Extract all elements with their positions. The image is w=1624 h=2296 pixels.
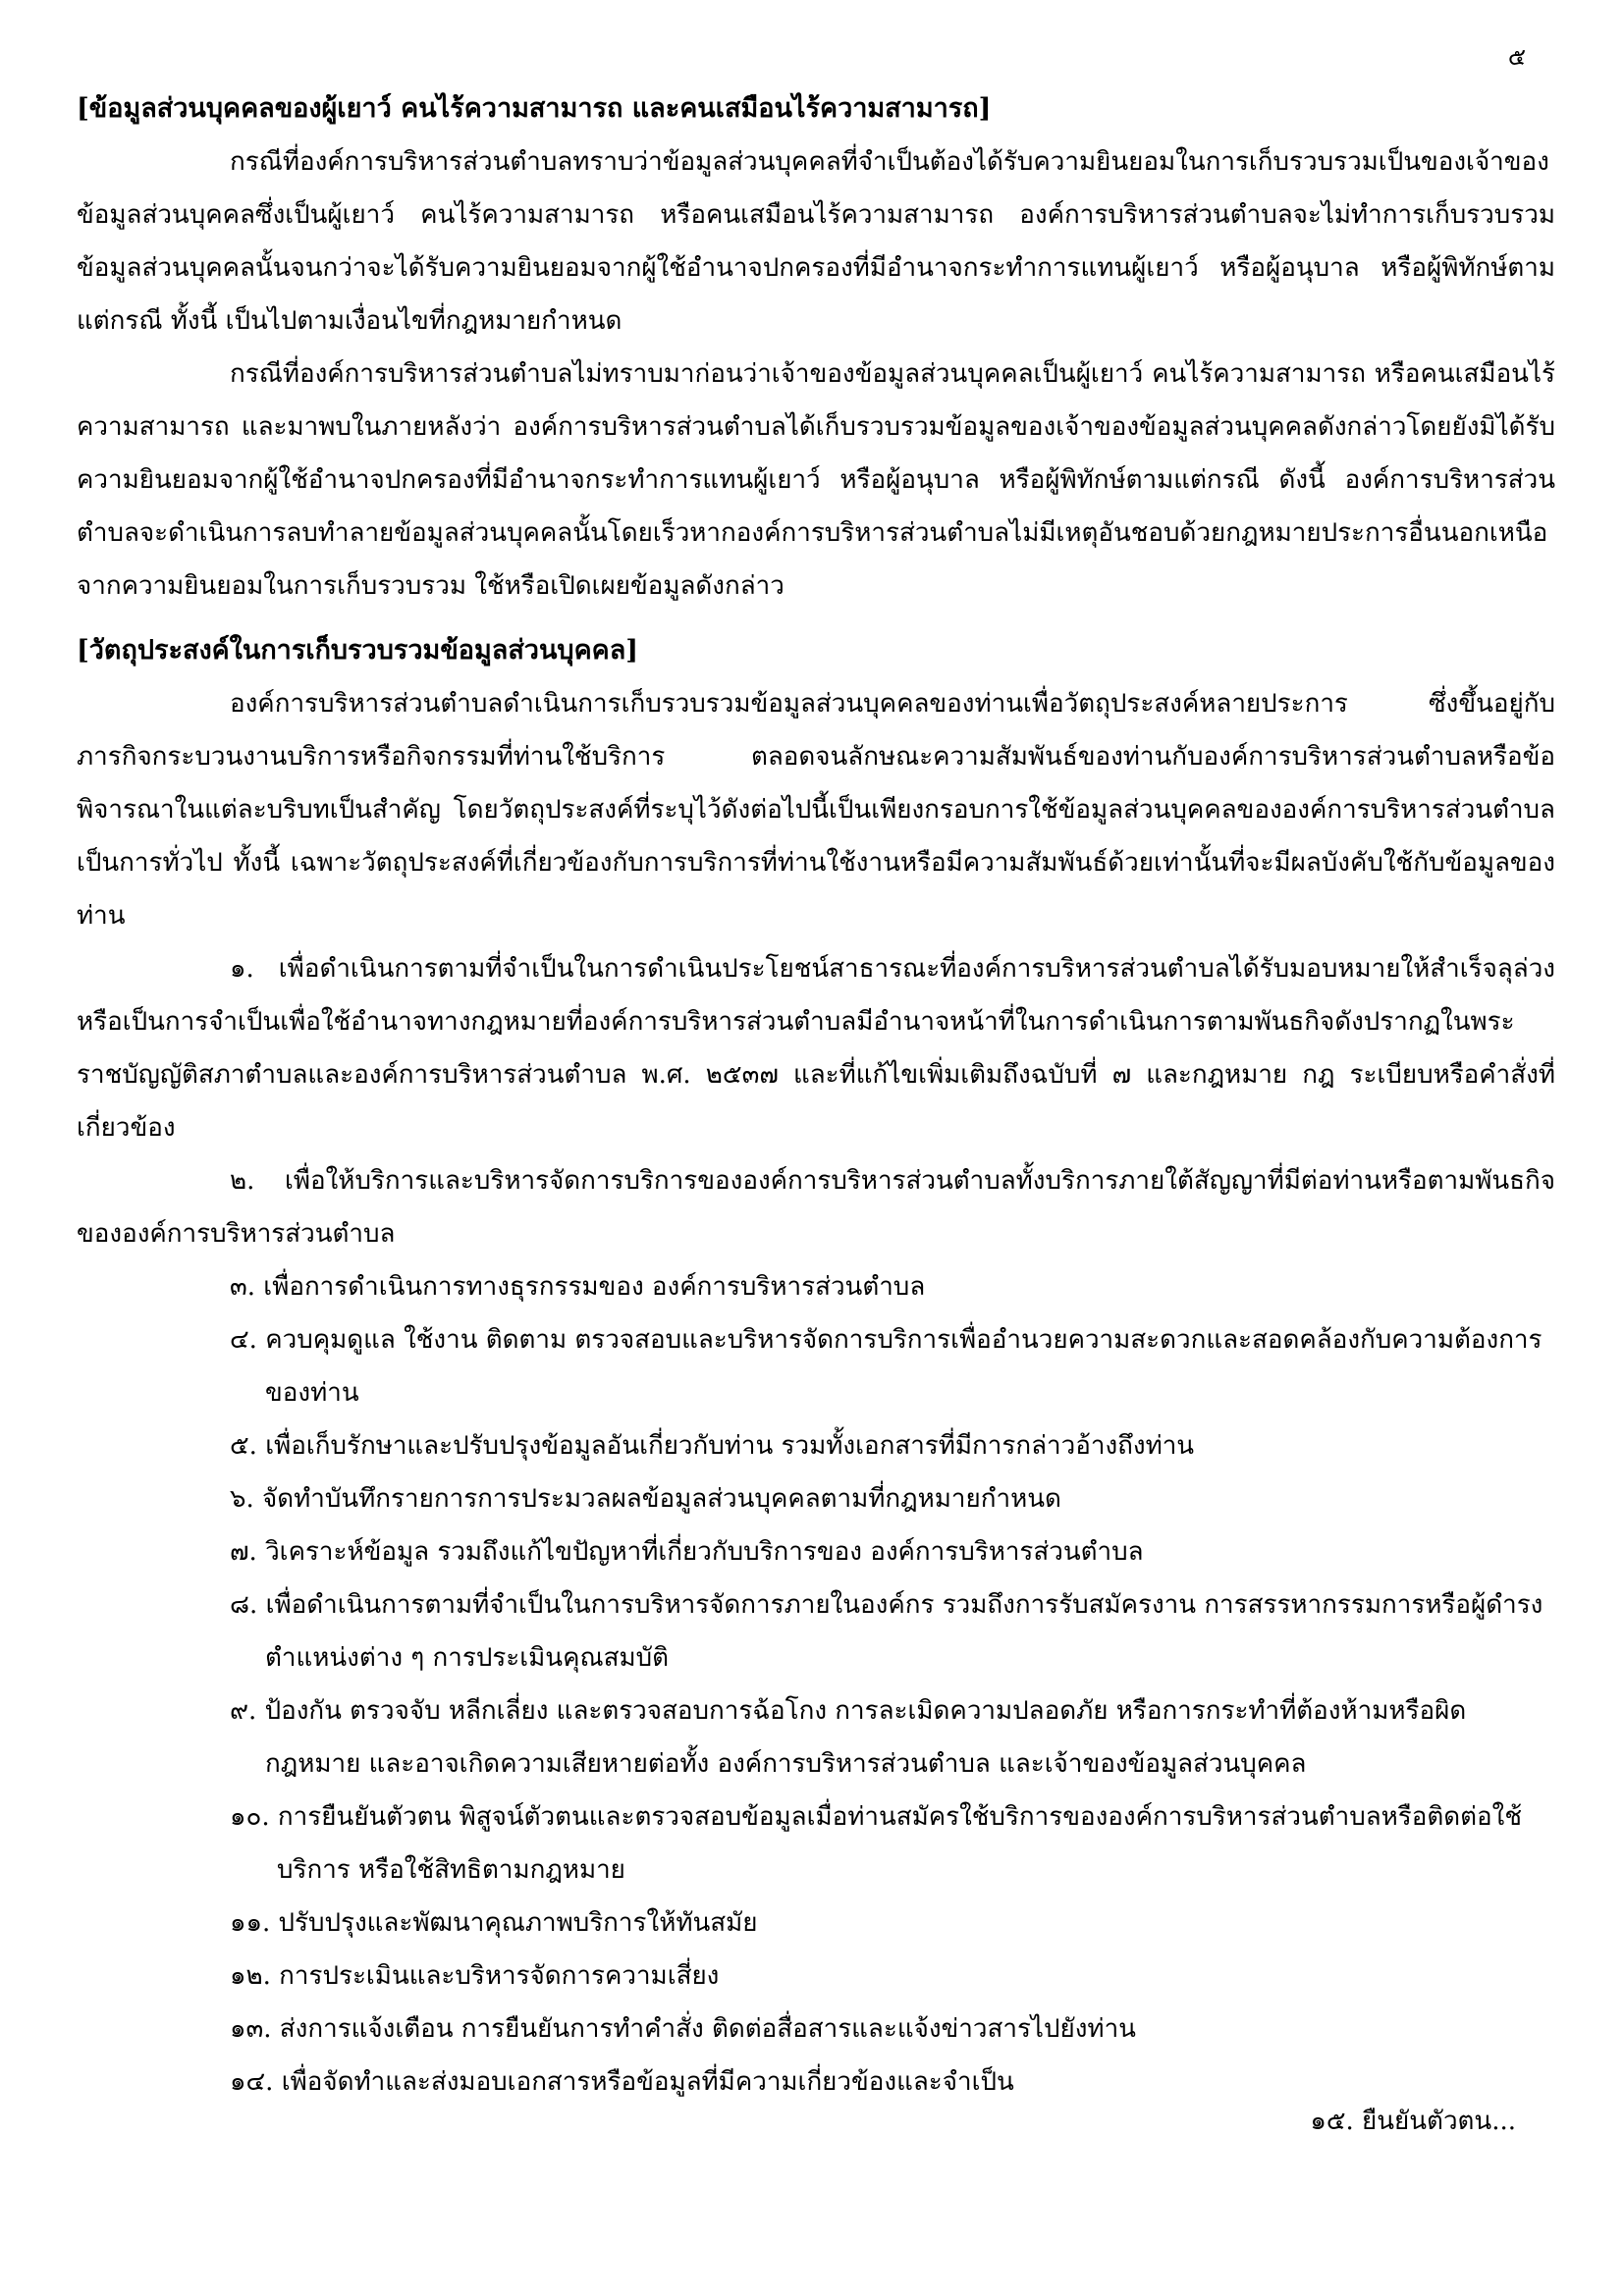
purpose-item-11: ๑๑. ปรับปรุงและพัฒนาคุณภาพบริการให้ทันสมัย [230,1908,758,1938]
purpose-item-3: ๓. เพื่อการดำเนินการทางธุรกรรมของ องค์การบริหารส่วนตำบล [230,1272,926,1302]
section-heading-minors: [ข้อมูลส่วนบุคคลของผู้เยาว์ คนไร้ความสามารถ และคนเสมือนไร้ความสามารถ] [77,93,992,124]
paragraph-purposes-intro: องค์การบริหารส่วนตำบลดำเนินการเก็บรวบรวมข้อมูลส่วนบุคคลของท่านเพื่อวัตถุประสงค์หลายประการ ซึ่งขึ้นอยู่กับภารกิจกระบวนงานบริการหรือกิจกรรมที่ท่านใช้บริการ ตลอดจนลักษณะความสัมพันธ์ของท่านกับองค์การบริหารส่วนตำบลหรือข้อพิจารณาในแต่ละบริบทเป็นสำคัญ โดยวัตถุประสงค์ที่ระบุไว้ดังต่อไปนี้เป็นเพียงกรอบการใช้ข้อมูลส่วนบุคคลขององค์การบริหารส่วนตำบลเป็นการทั่วไป ทั้งนี้ เฉพาะวัตถุประสงค์ที่เกี่ยวข้องกับการบริการที่ท่านใช้งานหรือมีความสัมพันธ์ด้วยเท่านั้นที่จะมีผลบังคับใช้กับข้อมูลของท่าน [77,689,1555,931]
page-number: ๕ [1507,43,1526,71]
continuation-marker: ๑๕. ยืนยันตัวตน... [1310,2107,1516,2136]
purpose-item-13: ๑๓. ส่งการแจ้งเตือน การยืนยันการทำคำสั่ง ติดต่อสื่อสารและแจ้งข่าวสารไปยังท่าน [230,2014,1136,2044]
purpose-item-7: ๗. วิเคราะห์ข้อมูล รวมถึงแก้ไขปัญหาที่เกี่ยวกับบริการของ องค์การบริหารส่วนตำบล [230,1537,1144,1567]
paragraph-minors-unknown: กรณีที่องค์การบริหารส่วนตำบลไม่ทราบมาก่อนว่าเจ้าของข้อมูลส่วนบุคคลเป็นผู้เยาว์ คนไร้ความสามารถ หรือคนเสมือนไร้ความสามารถ และมาพบในภายหลังว่า องค์การบริหารส่วนตำบลได้เก็บรวบรวมข้อมูลของเจ้าของข้อมูลส่วนบุคคลดังกล่าวโดยยังมิได้รับความยินยอมจากผู้ใช้อำนาจปกครองที่มีอำนาจกระทำการแทนผู้เยาว์ หรือผู้อนุบาล หรือผู้พิทักษ์ตามแต่กรณี ดังนี้ องค์การบริหารส่วนตำบลจะดำเนินการลบทำลายข้อมูลส่วนบุคคลนั้นโดยเร็วหากองค์การบริหารส่วนตำบลไม่มีเหตุอันชอบด้วยกฎหมายประการอื่นนอกเหนือจากความยินยอมในการเก็บรวบรวม ใช้หรือเปิดเผยข้อมูลดังกล่าว [77,359,1555,601]
purpose-item-2: ๒. เพื่อให้บริการและบริหารจัดการบริการขององค์การบริหารส่วนตำบลทั้งบริการภายใต้สัญญาที่มีต่อท่านหรือตามพันธกิจขององค์การบริหารส่วนตำบล [77,1166,1555,1249]
purpose-item-10: ๑๐. การยืนยันตัวตน พิสูจน์ตัวตนและตรวจสอบข้อมูลเมื่อท่านสมัครใช้บริการขององค์การบริหารส่วนตำบลหรือติดต่อใช้บริการ หรือใช้สิทธิตามกฎหมาย [230,1802,1522,1885]
purpose-item-4: ๔. ควบคุมดูแล ใช้งาน ติดตาม ตรวจสอบและบริหารจัดการบริการเพื่ออำนวยความสะดวกและสอดคล้องกับความต้องการของท่าน [230,1325,1543,1408]
paragraph-minors-known: กรณีที่องค์การบริหารส่วนตำบลทราบว่าข้อมูลส่วนบุคคลที่จำเป็นต้องได้รับความยินยอมในการเก็บรวบรวมเป็นของเจ้าของข้อมูลส่วนบุคคลซึ่งเป็นผู้เยาว์ คนไร้ความสามารถ หรือคนเสมือนไร้ความสามารถ องค์การบริหารส่วนตำบลจะไม่ทำการเก็บรวบรวมข้อมูลส่วนบุคคลนั้นจนกว่าจะได้รับความยินยอมจากผู้ใช้อำนาจปกครองที่มีอำนาจกระทำการแทนผู้เยาว์ หรือผู้อนุบาล หรือผู้พิทักษ์ตามแต่กรณี ทั้งนี้ เป็นไปตามเงื่อนไขที่กฎหมายกำหนด [77,147,1555,336]
purpose-item-1: ๑. เพื่อดำเนินการตามที่จำเป็นในการดำเนินประโยชน์สาธารณะที่องค์การบริหารส่วนตำบลได้รับมอบหมายให้สำเร็จลุล่วง หรือเป็นการจำเป็นเพื่อใช้อำนาจทางกฎหมายที่องค์การบริหารส่วนตำบลมีอำนาจหน้าที่ในการดำเนินการตามพันธกิจดังปรากฏในพระราชบัญญัติสภาตำบลและองค์การบริหารส่วนตำบล พ.ศ. ๒๕๓๗ และที่แก้ไขเพิ่มเติมถึงฉบับที่ ๗ และกฎหมาย กฎ ระเบียบหรือคำสั่งที่เกี่ยวข้อง [77,954,1555,1143]
purpose-item-14: ๑๔. เพื่อจัดทำและส่งมอบเอกสารหรือข้อมูลที่มีความเกี่ยวข้องและจำเป็น [230,2067,1014,2097]
document-content [77,82,1555,2109]
purpose-item-6: ๖. จัดทำบันทึกรายการการประมวลผลข้อมูลส่วนบุคคลตามที่กฎหมายกำหนด [230,1484,1061,1514]
purpose-item-5: ๕. เพื่อเก็บรักษาและปรับปรุงข้อมูลอันเกี่ยวกับท่าน รวมทั้งเอกสารที่มีการกล่าวอ้างถึงท่าน [230,1431,1195,1461]
purpose-item-12: ๑๒. การประเมินและบริหารจัดการความเสี่ยง [230,1961,720,1991]
purpose-item-9: ๙. ป้องกัน ตรวจจับ หลีกเลี่ยง และตรวจสอบการฉ้อโกง การละเมิดความปลอดภัย หรือการกระทำที่ต้องห้ามหรือผิดกฎหมาย และอาจเกิดความเสียหายต่อทั้ง องค์การบริหารส่วนตำบล และเจ้าของข้อมูลส่วนบุคคล [230,1696,1467,1779]
purpose-item-8: ๘. เพื่อดำเนินการตามที่จำเป็นในการบริหารจัดการภายในองค์กร รวมถึงการรับสมัครงาน การสรรหากรรมการหรือผู้ดำรงตำแหน่งต่าง ๆ การประเมินคุณสมบัติ [230,1590,1543,1673]
section-heading-purposes: [วัตถุประสงค์ในการเก็บรวบรวมข้อมูลส่วนบุคคล] [77,635,639,666]
